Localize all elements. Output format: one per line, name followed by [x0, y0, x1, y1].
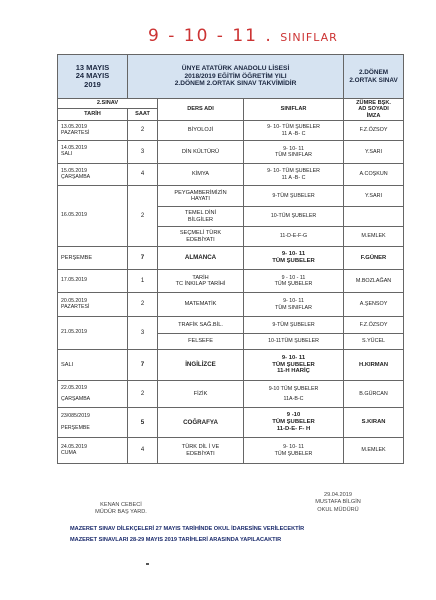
class-list	[244, 164, 344, 186]
lesson-line: TÜRK DİL İ VE	[181, 444, 220, 451]
teacher-name: S.YÜCEL	[344, 334, 404, 350]
column-date: TARİH	[58, 109, 128, 121]
class-line: 11-H HARİÇ	[277, 368, 310, 375]
lesson-line: BİLGİLER	[187, 216, 214, 223]
column-teacher-line: ZÜMRE BŞK.	[356, 99, 391, 106]
header-term: 2.DÖNEM	[358, 69, 389, 77]
column-lesson: DERS ADI	[158, 99, 244, 121]
day-text: PAZARTESİ	[61, 129, 90, 136]
teacher-name: M.EMLEK	[344, 227, 404, 247]
class-list	[244, 438, 344, 464]
signer-title: MÜDÜR BAŞ YARD.	[95, 509, 147, 516]
signature-vice-principal	[86, 502, 156, 517]
class-line: TÜM SINIFLAR	[275, 304, 312, 311]
class-list: 10-TÜM ŞUBELER	[244, 207, 344, 227]
lesson-name	[158, 207, 244, 227]
day-text: SALI	[58, 350, 128, 381]
handwritten-grades: 9 - 10 - 11 .	[148, 26, 273, 46]
table-row	[58, 317, 404, 334]
exam-period: 2	[128, 186, 158, 247]
table-row	[58, 141, 404, 164]
teacher-name: F.GÜNER	[344, 247, 404, 270]
class-line: 11 A -B- C	[281, 174, 306, 181]
table-row	[58, 408, 404, 438]
table-row	[58, 350, 404, 381]
lesson-name: BİYOLOJİ	[158, 121, 244, 141]
teacher-name: H.KIRMAN	[344, 350, 404, 381]
lesson-name: MATEMATİK	[158, 293, 244, 317]
exam-date: 17.05.2019	[58, 270, 128, 293]
header-year: 2019	[84, 79, 101, 89]
lesson-line: TARİH	[192, 274, 209, 281]
lesson-name: KİMYA	[158, 164, 244, 186]
exam-period: 1	[128, 270, 158, 293]
class-line: 11A-B-C	[283, 396, 304, 402]
exam-period: 2	[128, 381, 158, 408]
day-text: SALI	[61, 151, 73, 157]
class-line: 9- 10- 11	[281, 251, 306, 258]
lesson-line: EDEBİYATI	[186, 236, 215, 243]
teacher-name: M.EMLEK	[344, 438, 404, 464]
class-line: TÜM ŞUBELER	[272, 258, 315, 264]
makeup-petition-note: MAZERET SINAV DİLEKÇELERİ 27 MAYIS TARİHİNDE OKUL İDARESİNE VERİLECEKTİR	[70, 526, 305, 532]
table-row	[58, 164, 404, 186]
class-line: 9- 10- TÜM ŞUBELER	[267, 168, 320, 175]
column-teacher-line: İMZA	[366, 112, 381, 119]
lesson-name: ALMANCA	[158, 247, 244, 270]
teacher-name: M.BOZLAĞAN	[344, 270, 404, 293]
class-list	[244, 141, 344, 164]
class-line: 9- 10- 11	[281, 354, 306, 361]
signature-principal	[298, 492, 378, 514]
table-row	[58, 438, 404, 464]
exam-period: 5	[128, 408, 158, 438]
teacher-name: S.KIRAN	[344, 408, 404, 438]
class-line: 11 A -B- C	[281, 130, 306, 137]
class-list	[244, 121, 344, 141]
exam-date	[58, 293, 128, 317]
handwritten-word: SINIFLAR	[280, 31, 338, 44]
lesson-name	[158, 186, 244, 207]
class-line: 9- 10- TÜM ŞUBELER	[267, 124, 320, 131]
teacher-name: A.ŞENSOY	[344, 293, 404, 317]
exam-period: 2	[128, 293, 158, 317]
exam-date	[58, 381, 128, 408]
header-title-block	[128, 55, 344, 99]
exam-period: 3	[128, 141, 158, 164]
handwritten-note	[148, 26, 338, 46]
lesson-line: TEMEL DİNİ	[184, 210, 217, 217]
exam-date: 16.05.2019	[58, 186, 128, 247]
day-text: ÇARŞAMBA	[61, 395, 91, 402]
class-line: 9- 10- 11	[283, 145, 304, 152]
table-row	[58, 186, 404, 207]
header-right	[344, 55, 404, 99]
makeup-exam-note: MAZERET SINAVLARI 28-29 MAYIS 2019 TARİHLERİ ARASINDA YAPILACAKTIR	[70, 537, 282, 543]
date-text: 24.05.2019	[61, 443, 87, 450]
class-line: TÜM ŞUBELER	[272, 361, 315, 368]
schedule-title: 2.DÖNEM 2.ORTAK SINAV TAKVİMİDİR	[174, 80, 297, 88]
exam-date	[58, 408, 128, 438]
day-text: PAZARTESİ	[61, 303, 90, 310]
table-row	[58, 293, 404, 317]
day-text: ÇARŞAMBA	[61, 173, 91, 180]
signer-name: MUSTAFA BİLGİN	[315, 499, 361, 506]
teacher-name: Y.SARI	[344, 186, 404, 207]
lesson-name	[158, 438, 244, 464]
date-text: 23/085/2019	[61, 412, 90, 419]
date-text: 13.05.2019	[61, 123, 87, 130]
lesson-line: EDEBİYATI	[186, 450, 215, 457]
day-text: PERŞEMBE	[58, 247, 128, 270]
teacher-name: F.Z.ÖZSOY	[344, 317, 404, 334]
exam-date	[58, 121, 128, 141]
date-text: 20.05.2019	[61, 297, 87, 304]
day-text: CUMA	[61, 449, 77, 456]
column-teacher-line: AD SOYADI	[358, 106, 389, 113]
class-line: 9- 10- 11	[283, 298, 304, 305]
exam-schedule-table	[57, 54, 404, 464]
lesson-line: PEYGAMBERİMİZİN	[174, 189, 227, 196]
class-line: 9 -10	[286, 412, 301, 419]
class-list: 10-11TÜM ŞUBELER	[244, 334, 344, 350]
teacher-name: Y.SARI	[344, 141, 404, 164]
date-text: 22.05.2019	[61, 384, 87, 391]
column-classes: SINIFLAR	[244, 99, 344, 121]
teacher-name-empty	[344, 207, 404, 227]
teacher-name: B.GÜRCAN	[344, 381, 404, 408]
class-list: 9-TÜM ŞUBELER	[244, 317, 344, 334]
exam-period: 4	[128, 438, 158, 464]
class-line: 9- 10- 11	[283, 444, 304, 451]
table-row	[58, 247, 404, 270]
column-exam: 2.SINAV	[58, 99, 158, 109]
exam-period: 2	[128, 121, 158, 141]
class-list	[244, 247, 344, 270]
class-list: 11-D-E-F-G	[244, 227, 344, 247]
header-row	[58, 55, 404, 99]
exam-date: 21.05.2019	[58, 317, 128, 350]
exam-period: 7	[128, 247, 158, 270]
lesson-name: İNGİLİZCE	[158, 350, 244, 381]
signer-title: OKUL MÜDÜRÜ	[317, 506, 359, 513]
class-line: TÜM ŞUBELER	[274, 281, 313, 287]
class-line: TÜM SINIFLAR	[275, 152, 312, 158]
exam-period: 4	[128, 164, 158, 186]
academic-year: 2018/2019 EĞİTİM ÖĞRETİM YILI	[184, 72, 287, 80]
class-line: TÜM ŞUBELER	[274, 450, 313, 457]
class-list	[244, 408, 344, 438]
exam-date	[58, 438, 128, 464]
lesson-name	[158, 270, 244, 293]
teacher-name: F.Z.ÖZSOY	[344, 121, 404, 141]
class-line: 9 - 10 - 11	[281, 274, 306, 281]
date-text: 15.05.2019	[61, 167, 87, 174]
table-row	[58, 121, 404, 141]
lesson-name	[158, 227, 244, 247]
class-list	[244, 293, 344, 317]
header-exam: 2.ORTAK SINAV	[349, 76, 398, 84]
header-date-end: 24 MAYIS	[75, 71, 110, 81]
class-line: 9-10 TÜM ŞUBELER	[268, 385, 319, 392]
exam-period: 3	[128, 317, 158, 350]
lesson-name: FELSEFE	[158, 334, 244, 350]
lesson-name: FİZİK	[158, 381, 244, 408]
lesson-name: COĞRAFYA	[158, 408, 244, 438]
class-list: 9-TÜM ŞUBELER	[244, 186, 344, 207]
signer-name: KENAN CEBECİ	[100, 502, 142, 508]
school-name: ÜNYE ATATÜRK ANADOLU LİSESİ	[181, 65, 290, 73]
lesson-line: SEÇMELİ TÜRK	[179, 230, 222, 237]
day-text: PERŞEMBE	[61, 424, 90, 431]
signature-date: 29.04.2019	[324, 492, 352, 498]
exam-date	[58, 164, 128, 186]
lesson-line: HAYATI	[191, 196, 210, 202]
column-time: SAAT	[128, 109, 158, 121]
scan-speck	[146, 563, 149, 565]
class-list	[244, 381, 344, 408]
lesson-line: TC İNKILAP TARİHİ	[175, 281, 226, 287]
header-date-start: 13 MAYIS	[75, 62, 110, 72]
class-list	[244, 350, 344, 381]
table-row	[58, 381, 404, 408]
class-line: 11-D-E- F- H	[276, 425, 311, 432]
table-row	[58, 270, 404, 293]
date-text: 14.05.2019	[61, 145, 87, 152]
column-teacher	[344, 99, 404, 121]
exam-date	[58, 141, 128, 164]
lesson-name: DİN KÜLTÜRÜ	[158, 141, 244, 164]
header-dates	[58, 55, 128, 99]
teacher-name: A.COŞKUN	[344, 164, 404, 186]
lesson-name: TRAFİK SAĞ.BİL.	[158, 317, 244, 334]
class-list	[244, 270, 344, 293]
class-line: TÜM ŞUBELER	[272, 419, 315, 426]
exam-period: 7	[128, 350, 158, 381]
